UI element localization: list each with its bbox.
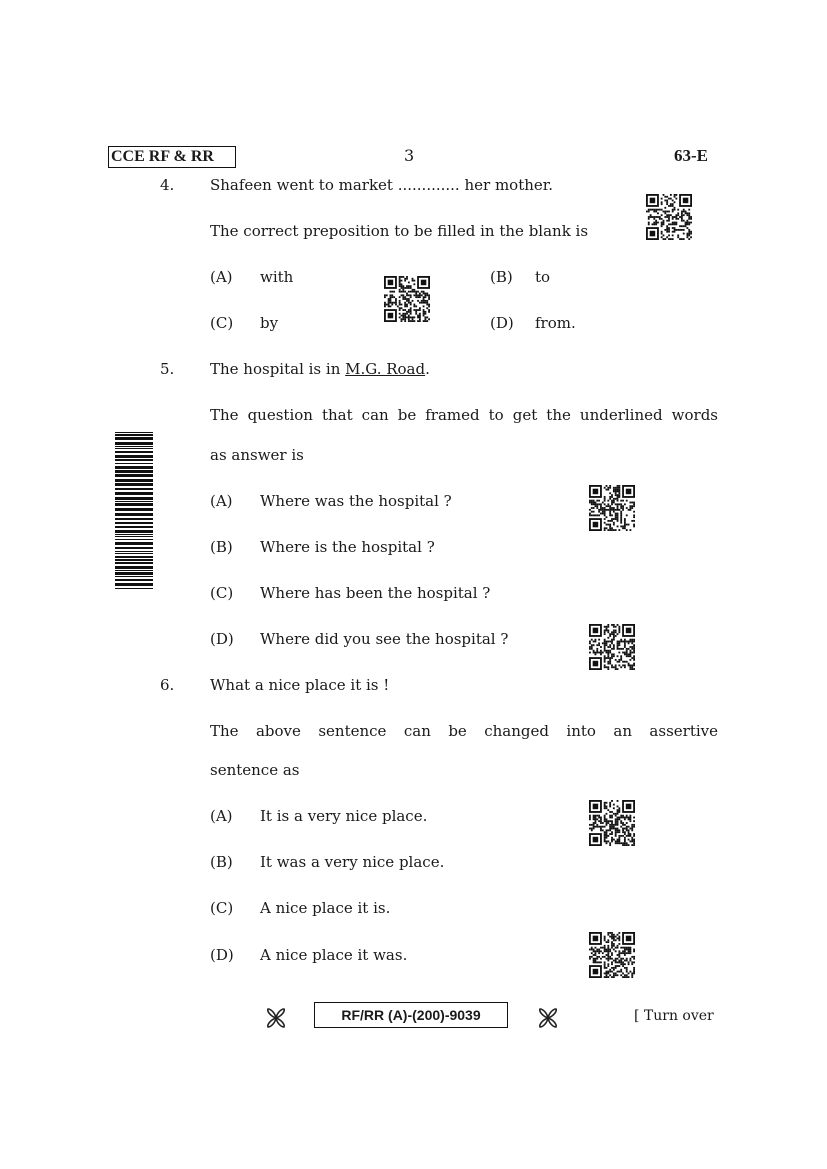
question-5-text — [210, 359, 430, 379]
question-6-text: What a nice place it is ! — [210, 676, 390, 694]
question-5-text-end: . — [425, 360, 430, 378]
qr-code-icon — [646, 194, 692, 240]
q4-option-b-label: (B) — [490, 268, 513, 286]
q4-option-b-text: to — [535, 268, 551, 286]
qr-code-icon — [589, 624, 635, 670]
underlined-words: M.G. Road — [345, 360, 426, 378]
question-4-text: Shafeen went to market ............. her mother. — [210, 176, 554, 194]
barcode-icon — [115, 432, 153, 590]
question-6-number: 6. — [160, 676, 175, 694]
q5-option-b-label: (B) — [210, 538, 233, 556]
question-6-instruction: The above sentence can be changed into an assertive — [210, 722, 718, 740]
q5-option-b-text: Where is the hospital ? — [260, 538, 435, 556]
q6-option-d-label: (D) — [210, 946, 234, 964]
qr-code-icon — [589, 485, 635, 531]
header-exam-code: CCE RF & RR — [108, 146, 236, 168]
question-5-instruction: The question that can be framed to get the underlined words — [210, 406, 718, 424]
q4-option-a-text: with — [260, 268, 294, 286]
q4-option-d-label: (D) — [490, 314, 514, 332]
q6-option-d-text: A nice place it was. — [260, 946, 408, 964]
qr-code-icon — [384, 276, 430, 322]
turn-over-note: [ Turn over — [634, 1008, 714, 1024]
q4-option-c-label: (C) — [210, 314, 234, 332]
qr-code-icon — [589, 800, 635, 846]
q5-option-a-label: (A) — [210, 492, 233, 510]
page-number: 3 — [404, 146, 415, 165]
q5-option-a-text: Where was the hospital ? — [260, 492, 452, 510]
q6-option-c-text: A nice place it is. — [260, 899, 391, 917]
ornament-icon — [264, 1006, 288, 1030]
q6-option-b-label: (B) — [210, 853, 233, 871]
q6-option-a-text: It is a very nice place. — [260, 807, 428, 825]
qr-code-icon — [589, 932, 635, 978]
q6-option-b-text: It was a very nice place. — [260, 853, 445, 871]
question-5-instruction-cont: as answer is — [210, 446, 304, 464]
question-6-instruction-cont: sentence as — [210, 761, 300, 779]
ornament-icon — [536, 1006, 560, 1030]
question-4-instruction: The correct preposition to be filled in the blank is — [210, 222, 589, 240]
question-5-number: 5. — [160, 360, 175, 378]
q4-option-c-text: by — [260, 314, 279, 332]
q5-option-c-label: (C) — [210, 584, 234, 602]
q4-option-a-label: (A) — [210, 268, 233, 286]
q6-option-c-label: (C) — [210, 899, 234, 917]
q5-option-d-text: Where did you see the hospital ? — [260, 630, 509, 648]
question-5-text-start: The hospital is in — [210, 360, 346, 378]
footer-paper-code: RF/RR (A)-(200)-9039 — [314, 1002, 508, 1028]
q5-option-c-text: Where has been the hospital ? — [260, 584, 491, 602]
q5-option-d-label: (D) — [210, 630, 234, 648]
q4-option-d-text: from. — [535, 314, 576, 332]
question-4-number: 4. — [160, 176, 175, 194]
header-paper-code: 63-E — [674, 146, 708, 165]
q6-option-a-label: (A) — [210, 807, 233, 825]
